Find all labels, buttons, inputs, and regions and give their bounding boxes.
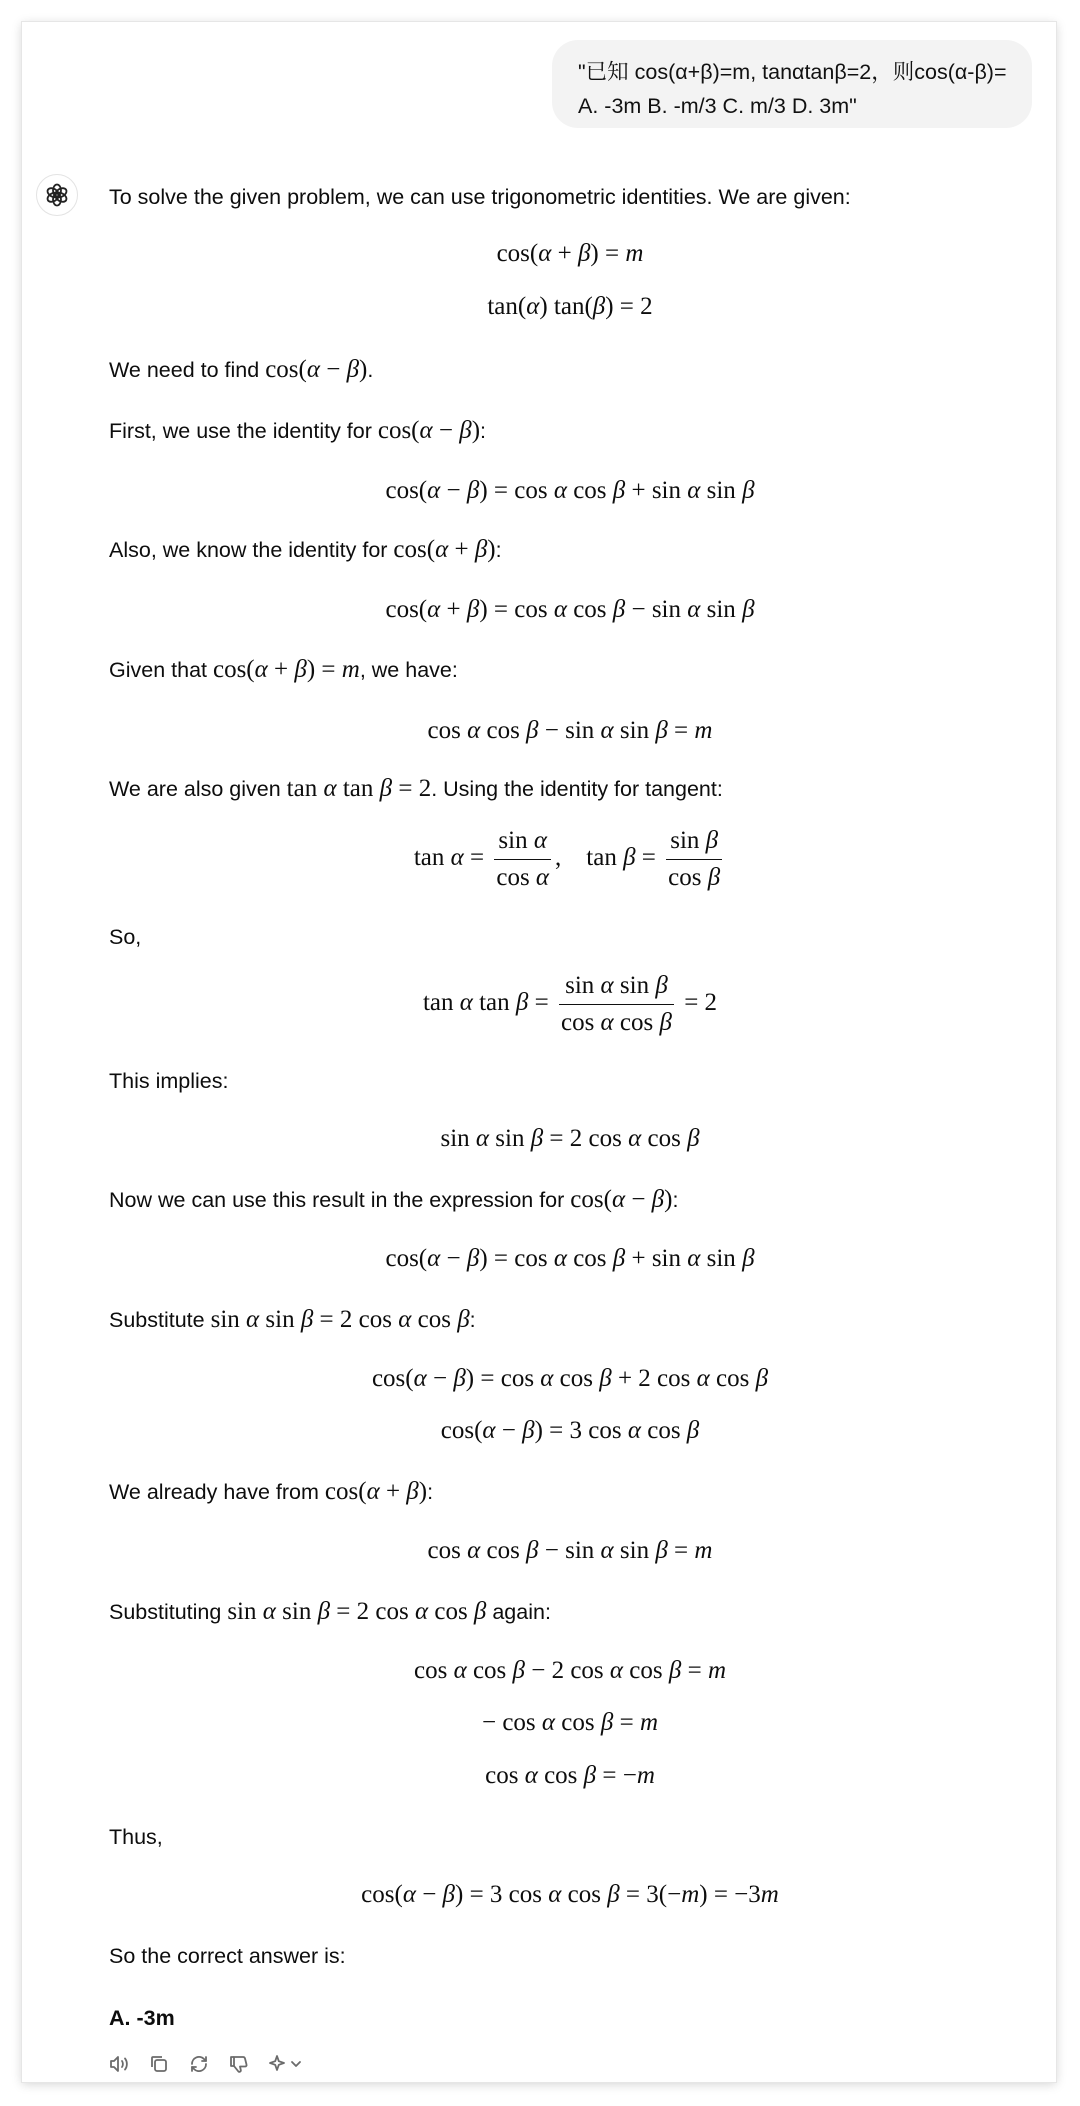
equation-solve-2: − cos α cos β = m — [481, 1709, 658, 1736]
also-text: Also, we know the identity for cos(α + β): — [109, 536, 502, 563]
equation-tan-product: tan α tan β = $\frac{\text{sin α sin β}}{\text{cos α cos β}}$ = 2 — [422, 972, 718, 1036]
equation-final: cos(α − β) = 3 cos α cos β = 3(−m) = −3m — [361, 1881, 779, 1908]
already-text: We already have from cos(α + β): — [109, 1478, 434, 1505]
correct-text: So the correct answer is: — [109, 1944, 346, 1968]
thus-text: Thus, — [109, 1825, 163, 1849]
now-text: Now we can use this result in the expression for cos(α − β): — [109, 1186, 679, 1213]
equation-cos-sum: cos(α + β) = cos α cos β − sin α sin β — [385, 596, 755, 623]
message-actions — [106, 2050, 304, 2078]
equation-solve-3: cos α cos β = −m — [485, 1762, 655, 1789]
equation-given-cos: cos(α + β) = m — [496, 240, 644, 267]
openai-logo-icon — [44, 182, 70, 208]
copy-icon[interactable] — [146, 2051, 172, 2077]
given-text: Given that cos(α + β) = m, we have: — [109, 656, 458, 683]
equation-sin-product: sin α sin β = 2 cos α cos β — [440, 1125, 700, 1152]
tan-given-text: We are also given tan α tan β = 2. Using the identity for tangent: — [109, 775, 723, 802]
equation-substitution-1: cos(α − β) = cos α cos β + 2 cos α cos β — [371, 1365, 769, 1392]
substitute-text: Substitute sin α sin β = 2 cos α cos β: — [109, 1306, 476, 1333]
equation-cos-difference-2: cos(α − β) = cos α cos β + sin α sin β — [385, 1245, 755, 1272]
implies-text: This implies: — [109, 1069, 229, 1093]
equation-given-tan: tan(α) tan(β) = 2 — [487, 293, 653, 320]
equation-substitution-2: cos(α − β) = 3 cos α cos β — [440, 1417, 700, 1444]
thumbs-down-icon[interactable] — [226, 2051, 252, 2077]
need-text: We need to find cos(α − β). — [109, 356, 374, 383]
intro-text: To solve the given problem, we can use trigonometric identities. We are given: — [109, 185, 851, 209]
equation-solve-1: cos α cos β − 2 cos α cos β = m — [414, 1657, 726, 1684]
model-switch-icon[interactable] — [266, 2051, 304, 2077]
substituting-text: Substituting sin α sin β = 2 cos α cos β again: — [109, 1598, 551, 1625]
user-message-line-2: A. -3m B. -m/3 C. m/3 D. 3m" — [578, 94, 857, 118]
read-aloud-icon[interactable] — [106, 2051, 132, 2077]
assistant-avatar — [36, 174, 78, 216]
equation-tan-definitions: tan α = $\frac{\text{sin α}}{\text{cos α}}$ , tan β = $\frac{\text{sin β}}{\text{cos β}}$ — [413, 827, 721, 891]
equation-cos-product-m-2: cos α cos β − sin α sin β = m — [427, 1537, 713, 1564]
equation-cos-difference: cos(α − β) = cos α cos β + sin α sin β — [385, 477, 755, 504]
first-text: First, we use the identity for cos(α − β): — [109, 417, 487, 444]
equation-cos-product-m: cos α cos β − sin α sin β = m — [427, 717, 713, 744]
user-message-bubble — [552, 40, 1032, 128]
regenerate-icon[interactable] — [186, 2051, 212, 2077]
final-answer: A. -3m — [109, 2006, 175, 2030]
user-message-line-1: "已知 cos(α+β)=m, tanαtanβ=2，则cos(α-β)= — [578, 60, 1007, 84]
so-text: So, — [109, 925, 142, 949]
